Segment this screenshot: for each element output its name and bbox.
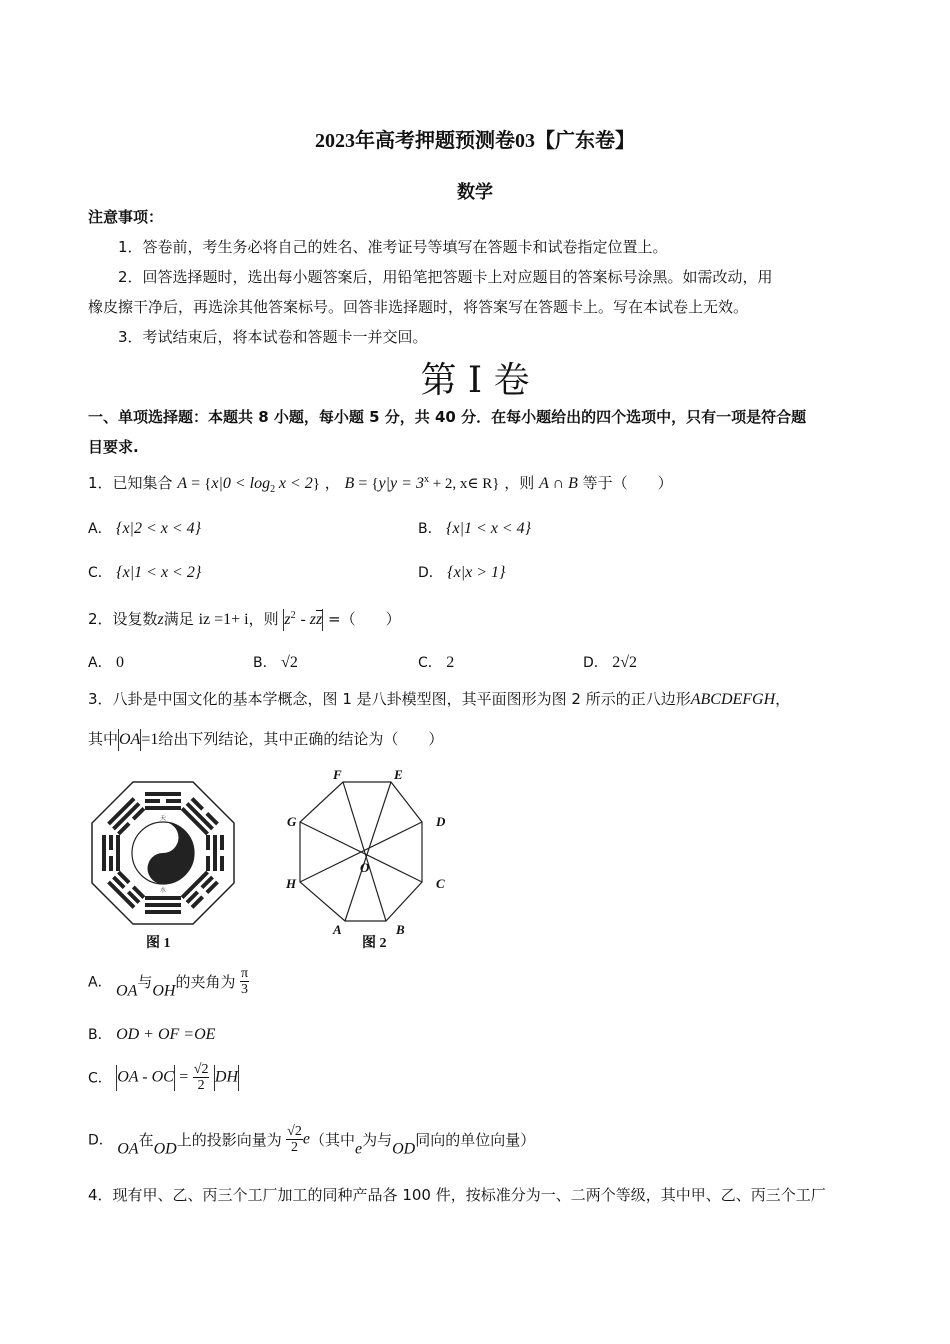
notice-item: 2．回答选择题时，选出每小题答案后，用铅笔把答题卡上对应题目的答案标号涂黑。如需改动，用 xyxy=(118,268,773,286)
q2-option-d[interactable]: D． 2√2 xyxy=(583,654,638,671)
q1-setA-name: A xyxy=(177,475,188,492)
question-4: 4．现有甲、乙、丙三个工厂加工的同种产品各 100 件，按标准分为一、二两个等级，其中甲、乙、丙三个工厂 xyxy=(88,1186,826,1204)
question-3: 3．八卦是中国文化的基本学概念，图 1 是八卦模型图，其平面图形为图 2 所示的正八边形ABCDEFGH， xyxy=(88,690,791,708)
label-C: C xyxy=(436,876,445,891)
notice-item: 3．考试结束后，将本试卷和答题卡一并交回。 xyxy=(118,328,428,346)
notice-heading: 注意事项： xyxy=(88,208,164,226)
label-E: E xyxy=(394,767,403,782)
label-G: G xyxy=(287,814,297,829)
question-2: 2．设复数z满足 iz =1+ i，则 $z^2 - z\overline{z}$ =（ ） xyxy=(88,608,401,631)
label-H: H xyxy=(286,876,297,891)
label-D: D xyxy=(436,814,446,829)
bagua-figure xyxy=(90,780,236,926)
volume-heading: 第 I 卷 xyxy=(420,360,530,401)
q3-option-b[interactable]: B． OD + OF =OE xyxy=(88,1026,216,1043)
q3-option-c[interactable]: C． OA - OC = $\frac{√2}{2}$ DH xyxy=(88,1062,239,1093)
q1-setB-name: B xyxy=(344,475,355,492)
question-3-cont: 其中OA=1给出下列结论，其中正确的结论为（ ） xyxy=(88,728,443,751)
q1-option-b[interactable]: B． {x|1 < x < 4} xyxy=(418,520,532,537)
q3-option-a[interactable]: A． OA与OH的夹角为 $\frac{\pi}{3}$ xyxy=(88,966,249,1000)
svg-text:天: 天 xyxy=(159,815,167,822)
q1-setA: $\{x|0 < \log_2 x < 2\}$ xyxy=(204,475,320,495)
label-B: B xyxy=(396,922,405,937)
figure-2-caption: 图 2 xyxy=(362,936,387,951)
section-heading-cont: 目要求. xyxy=(88,438,139,456)
q2-condition: iz =1+ i xyxy=(198,611,249,628)
svg-text:水: 水 xyxy=(159,887,167,894)
question-1: 1．已知集合 $A = \{x|0 < \log_2 x < 2\}$ ， $B = \{y|y = 3^x + 2$, x∈ R} ，则 A ∩ B 等于（ ） xyxy=(88,474,673,495)
q1-setB: {$y|y = 3^x + 2$, x∈ R} xyxy=(371,474,500,492)
figure-1-caption: 图 1 xyxy=(146,936,171,951)
q1-intersection: A ∩ B xyxy=(539,475,578,492)
q3-option-d[interactable]: D． OA在OD上的投影向量为 $\frac{√2}{2}$ e（其中e为与OD同向的单位向量） xyxy=(88,1124,536,1158)
sqrt2-over-2: $\frac{√2}{2}$ xyxy=(193,1062,209,1093)
q2-option-b[interactable]: B． √2 xyxy=(253,654,298,671)
q1-option-c[interactable]: C． {x|1 < x < 2} xyxy=(88,564,202,581)
notice-item: 1．答卷前，考生务必将自己的姓名、准考证号等填写在答题卡和试卷指定位置上。 xyxy=(118,238,668,256)
exam-title: 2023年高考押题预测卷03【广东卷】 xyxy=(315,130,635,152)
section-heading: 一、单项选择题：本题共 8 小题，每小题 5 分，共 40 分．在每小题给出的四个选项中，只有一项是符合题 xyxy=(88,408,807,426)
q1-prefix: 1．已知集合 xyxy=(88,474,173,492)
notice-item: 橡皮擦干净后，再选涂其他答案标号。回答非选择题时，将答案写在答题卡上。写在本试卷上无效。 xyxy=(88,298,749,316)
q2-option-c[interactable]: C． 2 xyxy=(418,654,455,671)
label-O: O xyxy=(360,860,370,875)
q1-option-a[interactable]: A． {x|2 < x < 4} xyxy=(88,520,202,537)
label-A: A xyxy=(333,922,342,937)
subject-title: 数学 xyxy=(457,182,493,203)
sqrt2-over-2: $\frac{√2}{2}$ xyxy=(287,1124,302,1155)
octagon-figure xyxy=(278,764,458,939)
label-F: F xyxy=(333,767,342,782)
pi-over-3: $\frac{\pi}{3}$ xyxy=(240,966,249,997)
q1-option-d[interactable]: D． {x|x > 1} xyxy=(418,564,506,581)
q2-option-a[interactable]: A． 0 xyxy=(88,654,125,671)
